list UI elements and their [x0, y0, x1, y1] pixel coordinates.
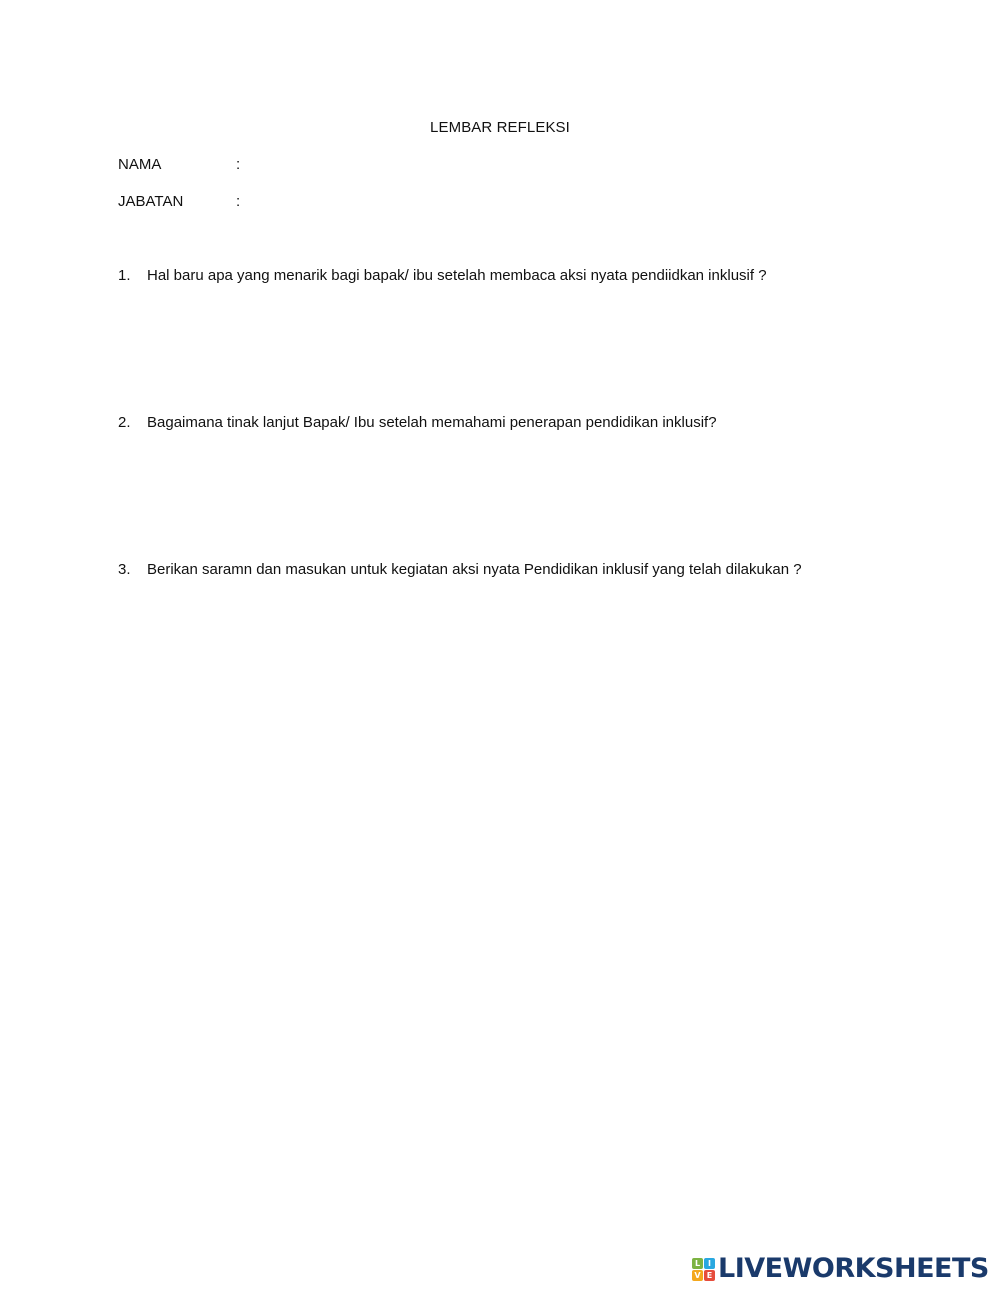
logo-tile-l: L [692, 1258, 703, 1269]
liveworksheets-logo [692, 1254, 989, 1284]
question-item [118, 414, 717, 431]
logo-tile-v: V [692, 1270, 703, 1281]
nama-label: NAMA [118, 156, 162, 173]
question-text: Bagaimana tinak lanjut Bapak/ Ibu setelah memahami penerapan pendidikan inklusif? [147, 414, 717, 431]
page-title: LEMBAR REFLEKSI [430, 119, 570, 136]
logo-tile-e: E [704, 1270, 715, 1281]
jabatan-field [118, 193, 240, 210]
nama-field [118, 156, 240, 173]
question-number: 3. [118, 561, 131, 578]
question-number: 2. [118, 414, 131, 431]
jabatan-label: JABATAN [118, 193, 184, 210]
question-number: 1. [118, 267, 131, 284]
liveworksheets-logo-text: LIVEWORKSHEETS [718, 1253, 989, 1284]
question-item [118, 267, 767, 284]
question-text: Berikan saramn dan masukan untuk kegiatan aksi nyata Pendidikan inklusif yang telah dilakukan ? [147, 561, 802, 578]
question-text: Hal baru apa yang menarik bagi bapak/ ibu setelah membaca aksi nyata pendiidkan inklusif ? [147, 267, 767, 284]
liveworksheets-logo-icon [692, 1258, 715, 1281]
question-item [118, 561, 802, 578]
logo-tile-i: I [704, 1258, 715, 1269]
nama-separator: : [236, 156, 241, 173]
jabatan-separator: : [236, 193, 241, 210]
